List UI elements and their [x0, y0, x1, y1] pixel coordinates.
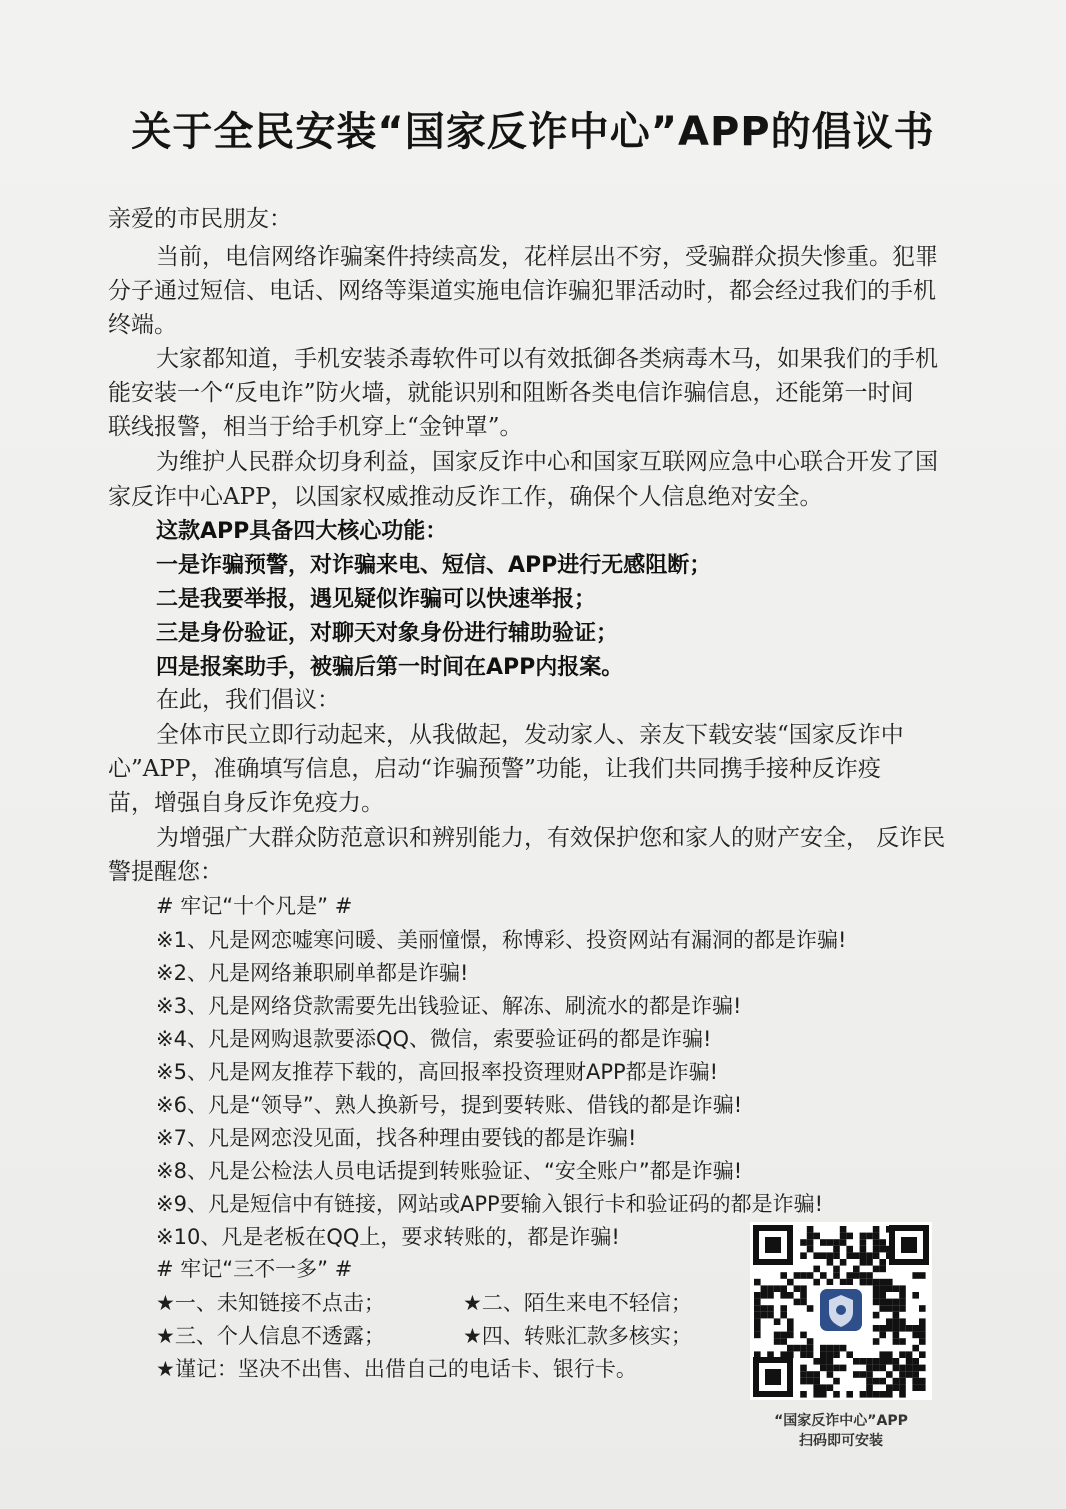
- proposal-line-3: 苗，增强自身反诈免疫力。: [108, 790, 384, 816]
- three-rules-heading: # 牢记“三不一多” #: [156, 1257, 353, 1281]
- p1-line-2: 分子通过短信、电话、网络等渠道实施电信诈骗犯罪活动时，都会经过我们的手机: [108, 278, 936, 304]
- ten-rule-1: ※1、凡是网恋嘘寒问暖、美丽憧憬，称博彩、投资网站有漏洞的都是诈骗!: [156, 928, 847, 952]
- ten-rules-heading: # 牢记“十个凡是” #: [156, 894, 353, 918]
- qr-caption-line-2: 扫码即可安装: [799, 1433, 883, 1449]
- three-rule-1: ★一、未知链接不点击；: [156, 1291, 385, 1315]
- ten-rule-9: ※9、凡是短信中有链接，网站或APP要输入银行卡和验证码的都是诈骗!: [156, 1192, 824, 1216]
- three-rule-final: ★谨记：坚决不出售、出借自己的电话卡、银行卡。: [156, 1357, 637, 1381]
- reminder-line-2: 警提醒您：: [108, 859, 223, 885]
- qr-code[interactable]: [750, 1222, 932, 1400]
- proposal-line-2: 心”APP，准确填写信息，启动“诈骗预警”功能，让我们共同携手接种反诈疫: [108, 756, 881, 782]
- ten-rule-5: ※5、凡是网友推荐下载的，高回报率投资理财APP都是诈骗!: [156, 1060, 719, 1084]
- p1-line-3: 终端。: [108, 312, 177, 338]
- page-title: 关于全民安装“国家反诈中心”APP的倡议书: [131, 109, 935, 155]
- ten-rule-8: ※8、凡是公检法人员电话提到转账验证、“安全账户”都是诈骗!: [156, 1159, 743, 1183]
- reminder-line-1: 为增强广大群众防范意识和辨别能力，有效保护您和家人的财产安全， 反诈民: [156, 825, 946, 851]
- feature-item-3: 三是身份验证，对聊天对象身份进行辅助验证；: [156, 621, 619, 646]
- p2-line-1: 大家都知道，手机安装杀毒软件可以有效抵御各类病毒木马，如果我们的手机: [156, 346, 938, 372]
- qr-code-graphic: [750, 1222, 932, 1400]
- feature-item-4: 四是报案助手，被骗后第一时间在APP内报案。: [156, 655, 624, 680]
- features-heading: 这款APP具备四大核心功能：: [156, 519, 448, 544]
- ten-rule-10: ※10、凡是老板在QQ上，要求转账的，都是诈骗!: [156, 1225, 620, 1249]
- p3-line-1: 为维护人民群众切身利益，国家反诈中心和国家互联网应急中心联合开发了国: [156, 449, 938, 475]
- feature-item-1: 一是诈骗预警，对诈骗来电、短信、APP进行无感阻断；: [156, 553, 712, 578]
- p3-line-2: 家反诈中心APP，以国家权威推动反诈工作，确保个人信息绝对安全。: [108, 484, 823, 510]
- proposal-line-1: 全体市民立即行动起来，从我做起，发动家人、亲友下载安装“国家反诈中: [156, 722, 904, 748]
- ten-rule-6: ※6、凡是“领导”、熟人换新号，提到要转账、借钱的都是诈骗!: [156, 1093, 743, 1117]
- ten-rule-2: ※2、凡是网络兼职刷单都是诈骗!: [156, 961, 469, 985]
- three-rule-4: ★四、转账汇款多核实；: [463, 1324, 692, 1348]
- feature-item-2: 二是我要举报，遇见疑似诈骗可以快速举报；: [156, 587, 597, 612]
- police-shield-icon: [816, 1285, 866, 1335]
- three-rule-3: ★三、个人信息不透露；: [156, 1324, 385, 1348]
- ten-rule-7: ※7、凡是网恋没见面，找各种理由要钱的都是诈骗!: [156, 1126, 637, 1150]
- ten-rule-3: ※3、凡是网络贷款需要先出钱验证、解冻、刷流水的都是诈骗!: [156, 994, 742, 1018]
- three-rule-2: ★二、陌生来电不轻信；: [463, 1291, 692, 1315]
- qr-caption-line-1: “国家反诈中心”APP: [774, 1413, 908, 1429]
- p2-line-2: 能安装一个“反电诈”防火墙，就能识别和阻断各类电信诈骗信息，还能第一时间: [108, 380, 914, 406]
- greeting: 亲爱的市民朋友：: [108, 206, 292, 232]
- p2-line-3: 联线报警，相当于给手机穿上“金钟罩”。: [108, 414, 523, 440]
- ten-rule-4: ※4、凡是网购退款要添QQ、微信，索要验证码的都是诈骗!: [156, 1027, 712, 1051]
- p1-line-1: 当前，电信网络诈骗案件持续高发，花样层出不穷，受骗群众损失惨重。犯罪: [156, 244, 938, 270]
- proposal-heading: 在此，我们倡议：: [156, 687, 340, 713]
